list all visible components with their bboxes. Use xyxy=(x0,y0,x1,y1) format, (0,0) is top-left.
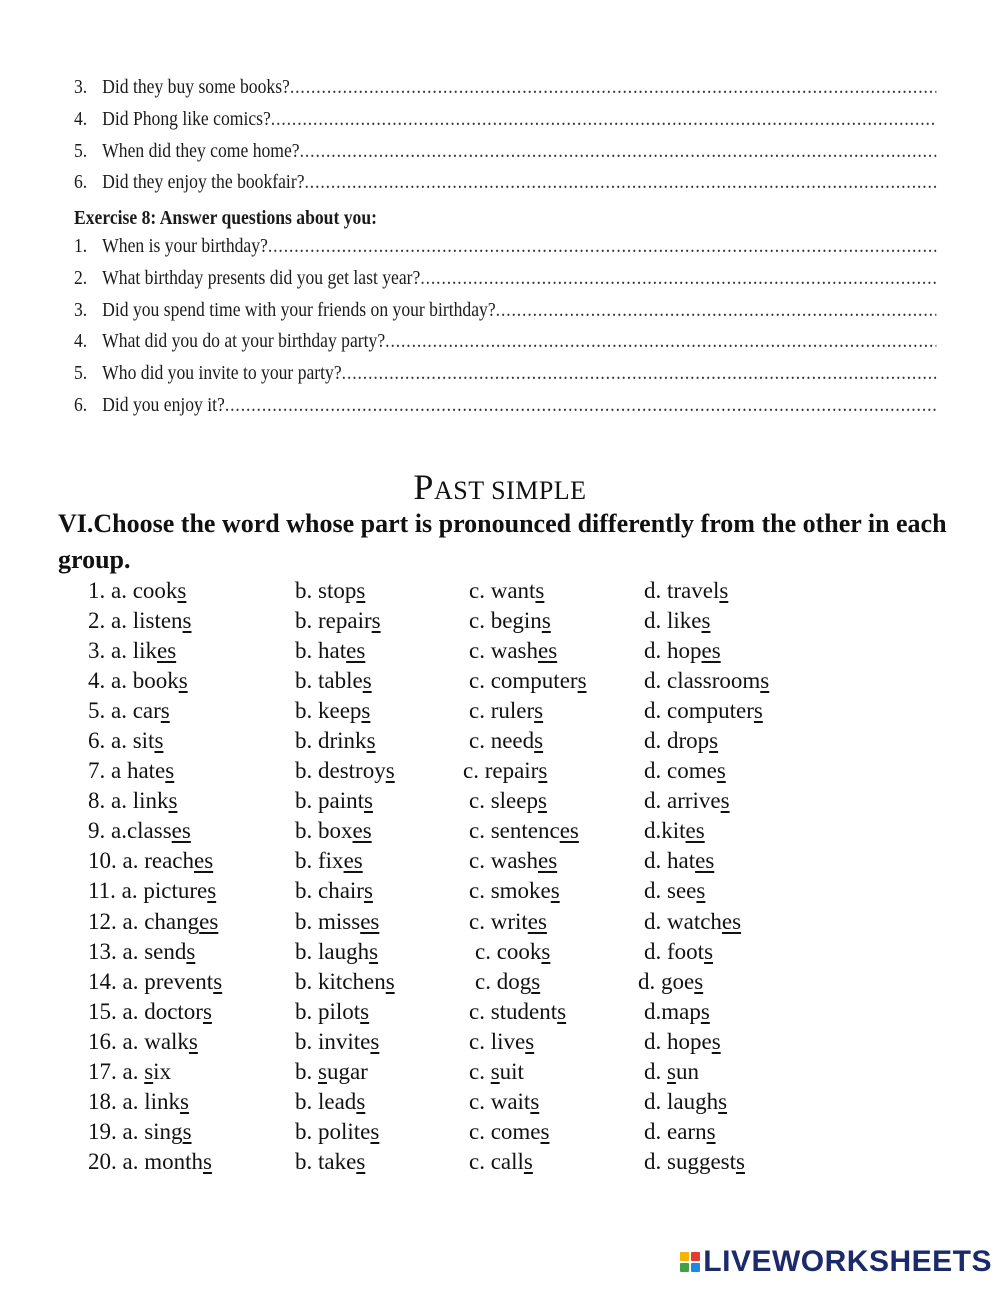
word-stem: 14. a. prevent xyxy=(88,968,214,994)
underlined-part: es xyxy=(352,818,372,844)
underlined-part: s xyxy=(213,968,223,994)
option-a xyxy=(88,1149,212,1175)
option-a xyxy=(88,668,188,694)
option-a xyxy=(88,1029,198,1055)
word-stem: d. foot xyxy=(644,938,705,964)
underlined-part: s xyxy=(182,608,192,634)
option-a xyxy=(88,758,174,784)
option-b xyxy=(295,668,372,694)
word-stem: b. stop xyxy=(295,578,357,603)
underlined-part: s xyxy=(700,998,710,1024)
word-stem: 9. a.class xyxy=(88,818,172,844)
option-b xyxy=(295,1149,365,1175)
option-a xyxy=(88,698,170,724)
underlined-part: s xyxy=(696,878,706,904)
word-stem: 7. a hate xyxy=(88,758,166,784)
option-a xyxy=(88,608,192,634)
option-c xyxy=(469,818,579,844)
option-a xyxy=(88,788,177,814)
option-b xyxy=(295,848,363,874)
underlined-part: s xyxy=(371,608,381,634)
underlined-part: es xyxy=(701,638,721,664)
word-rest: uit xyxy=(499,1058,524,1084)
word-stem: c. xyxy=(469,1058,491,1084)
answer-line[interactable] xyxy=(268,235,937,258)
logo-text: LIVEWORKSHEETS xyxy=(703,1245,992,1278)
option-b xyxy=(295,1029,379,1055)
word-stem: 6. a. sit xyxy=(88,728,155,754)
underlined-part: es xyxy=(721,908,742,934)
option-d xyxy=(644,1059,699,1085)
underlined-part: s xyxy=(541,608,551,634)
question-row xyxy=(74,330,936,362)
underlined-part: s xyxy=(364,788,373,814)
question-row xyxy=(74,267,936,299)
underlined-part: es xyxy=(157,638,177,664)
answer-line[interactable] xyxy=(271,108,937,131)
answer-line[interactable] xyxy=(290,76,937,99)
underlined-part: s xyxy=(716,758,726,784)
word-stem: c. wash xyxy=(469,848,538,874)
word-stem: d. classroom xyxy=(644,668,761,694)
underlined-part: s xyxy=(154,728,164,754)
option-a xyxy=(88,878,216,904)
question-row xyxy=(74,140,936,172)
question-number: 2. xyxy=(74,266,88,289)
option-a xyxy=(88,909,218,935)
underlined-part: s xyxy=(202,998,212,1024)
logo-square xyxy=(680,1263,689,1272)
logo-mark-icon xyxy=(680,1252,700,1272)
underlined-part: es xyxy=(685,818,705,844)
option-a xyxy=(88,1089,189,1115)
word-stem: b. box xyxy=(295,818,353,844)
option-d xyxy=(644,668,769,694)
underlined-part: s xyxy=(538,758,548,784)
underlined-part: es xyxy=(537,848,558,874)
logo-square xyxy=(691,1263,700,1272)
option-b xyxy=(295,969,395,995)
option-b xyxy=(295,909,379,935)
word-stem: b. repair xyxy=(295,608,372,634)
option-d xyxy=(644,578,728,604)
word-stem: c. writ xyxy=(469,908,528,934)
exercise-8-questions xyxy=(74,235,936,426)
underlined-part: es xyxy=(343,848,363,874)
underlined-part: s xyxy=(177,578,187,603)
underlined-part: s xyxy=(366,728,376,754)
underlined-part: s xyxy=(362,668,372,694)
word-stem: b. hat xyxy=(295,638,347,664)
word-stem: b. keep xyxy=(295,698,362,724)
logo-square xyxy=(691,1252,700,1261)
word-stem: c. need xyxy=(469,728,535,754)
word-stem: d. suggest xyxy=(644,1148,736,1174)
underlined-part: s xyxy=(523,1148,533,1174)
logo-square xyxy=(680,1252,689,1261)
underlined-part: s xyxy=(207,878,217,904)
question-number: 3. xyxy=(74,298,88,321)
underlined-part: s xyxy=(550,878,560,904)
word-stem: c. call xyxy=(469,1148,524,1174)
underlined-part: s xyxy=(718,1088,728,1114)
option-c xyxy=(469,909,547,935)
option-a xyxy=(88,848,213,874)
word-stem: c. want xyxy=(469,578,536,603)
option-a xyxy=(88,1059,171,1085)
word-stem: b. fix xyxy=(295,848,344,874)
word-stem: b. table xyxy=(295,668,363,694)
option-d xyxy=(644,698,763,724)
word-stem: c. ruler xyxy=(469,698,535,724)
underlined-part: s xyxy=(535,578,545,603)
question-number: 6. xyxy=(74,171,88,194)
option-a xyxy=(88,818,191,844)
question-number: 4. xyxy=(74,330,88,353)
answer-line[interactable] xyxy=(300,140,937,163)
option-c xyxy=(469,1149,533,1175)
word-stem: d. watch xyxy=(644,908,722,934)
question-text: Who did you invite to your party? xyxy=(102,362,342,385)
word-stem: d. arrive xyxy=(644,788,721,814)
option-b xyxy=(295,788,373,814)
option-c xyxy=(469,1119,549,1145)
question-number: 1. xyxy=(74,234,88,257)
exercise-vi-heading: VI.Choose the word whose part is pronounced differently from the other in each group. xyxy=(58,509,947,574)
word-stem: d. hop xyxy=(644,638,702,664)
underlined-part: s xyxy=(706,1118,716,1144)
option-d xyxy=(644,999,710,1025)
option-b xyxy=(295,608,381,634)
question-text: When did they come home? xyxy=(102,139,300,162)
option-c xyxy=(469,1029,534,1055)
underlined-part: s xyxy=(720,788,730,814)
word-stem: b. paint xyxy=(295,788,364,814)
option-b xyxy=(295,1059,368,1085)
underlined-part: s xyxy=(530,1088,540,1114)
underlined-part: s xyxy=(541,938,551,964)
option-b xyxy=(295,999,369,1025)
word-stem: b. take xyxy=(295,1148,357,1174)
word-stem: d. computer xyxy=(644,698,754,724)
underlined-part: s xyxy=(180,1088,189,1114)
word-stem: b. xyxy=(295,1058,318,1084)
word-stem: c. wait xyxy=(469,1088,531,1114)
word-stem: d. like xyxy=(644,608,702,634)
option-b xyxy=(295,758,395,784)
word-stem: c. cook xyxy=(475,938,542,964)
section-title-initial: P xyxy=(413,467,434,507)
underlined-part: es xyxy=(527,908,547,934)
underlined-part: s xyxy=(537,788,547,814)
answer-line[interactable] xyxy=(342,362,937,385)
word-stem: b. destroy xyxy=(295,758,386,784)
word-stem: b. miss xyxy=(295,908,361,934)
option-c xyxy=(475,969,540,995)
word-stem: d. goe xyxy=(638,968,695,994)
word-stem: b. kitchen xyxy=(295,968,386,994)
underlined-part: s xyxy=(385,758,395,784)
word-stem: b. chair xyxy=(295,878,364,904)
underlined-part: s xyxy=(709,728,719,754)
underlined-part: es xyxy=(360,908,380,934)
underlined-part: s xyxy=(182,1118,192,1144)
question-row xyxy=(74,108,936,140)
underlined-part: s xyxy=(534,728,544,754)
option-d xyxy=(644,878,705,904)
option-c xyxy=(469,638,557,664)
option-d xyxy=(644,758,726,784)
question-row xyxy=(74,299,936,331)
option-b xyxy=(295,578,365,604)
word-stem: 11. a. picture xyxy=(88,878,208,904)
underlined-part: es xyxy=(695,848,715,874)
option-a xyxy=(88,728,163,754)
option-d xyxy=(644,728,718,754)
underlined-part: s xyxy=(736,1148,745,1174)
question-number: 5. xyxy=(74,139,88,162)
underlined-part: s xyxy=(369,938,379,964)
option-c xyxy=(475,939,550,965)
underlined-part: s xyxy=(360,998,370,1024)
underlined-part: s xyxy=(719,578,729,603)
option-b xyxy=(295,818,372,844)
option-b xyxy=(295,1089,365,1115)
underlined-part: s xyxy=(144,1058,154,1084)
option-c xyxy=(469,878,560,904)
underlined-part: s xyxy=(711,1028,721,1054)
option-d xyxy=(644,818,705,844)
option-c xyxy=(469,1059,524,1085)
word-stem: c. sentenc xyxy=(469,818,560,844)
question-text: Did they buy some books? xyxy=(102,76,290,98)
underlined-part: s xyxy=(356,1148,366,1174)
option-c xyxy=(463,758,547,784)
underlined-part: s xyxy=(165,758,175,784)
word-stem: c. sleep xyxy=(469,788,538,814)
underlined-part: s xyxy=(370,1028,380,1054)
word-stem: c. repair xyxy=(463,758,539,784)
option-b xyxy=(295,939,378,965)
answer-line[interactable] xyxy=(420,267,936,290)
option-d xyxy=(638,969,703,995)
underlined-part: s xyxy=(186,938,196,964)
liveworksheets-logo xyxy=(680,1245,992,1279)
section-title-rest: AST SIMPLE xyxy=(433,476,587,505)
option-c xyxy=(469,608,551,634)
underlined-part: es xyxy=(194,848,214,874)
underlined-part: s xyxy=(540,1118,550,1144)
word-stem: b. lead xyxy=(295,1088,357,1114)
option-c xyxy=(469,728,543,754)
option-c xyxy=(469,999,566,1025)
question-text: What did you do at your birthday party? xyxy=(102,330,386,353)
word-stem: d. see xyxy=(644,878,697,904)
underlined-part: s xyxy=(704,938,714,964)
answer-line[interactable] xyxy=(225,394,937,417)
word-stem: d. hope xyxy=(644,1028,712,1054)
option-c xyxy=(469,848,557,874)
underlined-part: s xyxy=(525,1028,535,1054)
word-stem: 1. a. cook xyxy=(88,578,178,603)
option-c xyxy=(469,1089,539,1115)
option-a xyxy=(88,1119,192,1145)
underlined-part: s xyxy=(178,668,188,694)
word-stem: c. come xyxy=(469,1118,541,1144)
option-d xyxy=(644,909,741,935)
word-stem: c. wash xyxy=(469,638,538,664)
option-c xyxy=(469,698,543,724)
question-text: When is your birthday? xyxy=(102,234,268,257)
word-stem: c. begin xyxy=(469,608,542,634)
word-stem: b. drink xyxy=(295,728,367,754)
option-b xyxy=(295,1119,379,1145)
question-row xyxy=(74,76,936,108)
word-stem: c. smoke xyxy=(469,878,551,904)
option-b xyxy=(295,638,365,664)
question-text: Did you enjoy it? xyxy=(102,393,225,416)
underlined-part: es xyxy=(537,638,558,664)
word-rest: un xyxy=(675,1058,699,1084)
word-stem: d.map xyxy=(644,998,701,1024)
question-number: 3. xyxy=(74,76,88,98)
option-c xyxy=(469,578,544,604)
option-b xyxy=(295,728,376,754)
option-a xyxy=(88,969,222,995)
underlined-part: s xyxy=(361,698,371,724)
word-stem: d. hat xyxy=(644,848,696,874)
word-stem: b. pilot xyxy=(295,998,361,1024)
underlined-part: s xyxy=(188,1028,198,1054)
underlined-part: s xyxy=(577,668,587,694)
scanned-exercise-block xyxy=(74,76,833,426)
question-text: Did they enjoy the bookfair? xyxy=(102,171,305,194)
word-stem: 19. a. sing xyxy=(88,1118,183,1144)
underlined-part: s xyxy=(490,1058,500,1084)
question-row xyxy=(74,362,936,394)
word-stem: 4. a. book xyxy=(88,668,179,694)
word-stem: 16. a. walk xyxy=(88,1028,189,1054)
word-stem: 18. a. link xyxy=(88,1088,180,1114)
option-a xyxy=(88,578,186,604)
word-stem: c. dog xyxy=(475,968,532,994)
underlined-part: s xyxy=(667,1058,676,1084)
question-number: 6. xyxy=(74,393,88,416)
answer-line[interactable] xyxy=(305,171,937,194)
option-a xyxy=(88,638,176,664)
underlined-part: es xyxy=(199,908,219,934)
underlined-part: s xyxy=(701,608,711,634)
word-stem: 12. a. chang xyxy=(88,908,200,934)
section-title xyxy=(0,466,1000,508)
underlined-part: s xyxy=(760,668,770,694)
answer-line[interactable] xyxy=(385,330,936,353)
word-stem: 2. a. listen xyxy=(88,608,183,634)
option-c xyxy=(469,788,547,814)
option-d xyxy=(644,939,713,965)
underlined-part: s xyxy=(370,1118,380,1144)
word-stem: d. earn xyxy=(644,1118,707,1144)
word-stem: d. travel xyxy=(644,578,720,603)
answer-line[interactable] xyxy=(496,299,937,322)
word-stem: d. drop xyxy=(644,728,710,754)
underlined-part: s xyxy=(160,698,170,724)
question-number: 4. xyxy=(74,107,88,130)
word-stem: 8. a. link xyxy=(88,788,169,814)
exercise-7-questions xyxy=(74,76,936,203)
question-row xyxy=(74,235,936,267)
underlined-part: s xyxy=(363,878,373,904)
word-stem: d. laugh xyxy=(644,1088,719,1114)
option-b xyxy=(295,698,370,724)
word-stem: 13. a. send xyxy=(88,938,187,964)
word-stem: d. come xyxy=(644,758,717,784)
option-d xyxy=(644,1119,716,1145)
underlined-part: s xyxy=(356,578,366,603)
word-stem: c. live xyxy=(469,1028,526,1054)
word-stem: 3. a. lik xyxy=(88,638,157,664)
word-stem: 15. a. doctor xyxy=(88,998,203,1024)
question-text: Did you spend time with your friends on your birthday? xyxy=(102,298,496,321)
underlined-part: s xyxy=(557,998,567,1024)
word-stem: c. computer xyxy=(469,668,578,694)
question-text: What birthday presents did you get last year? xyxy=(102,266,421,289)
option-b xyxy=(295,878,373,904)
underlined-part: s xyxy=(385,968,395,994)
word-stem: c. student xyxy=(469,998,558,1024)
underlined-part: s xyxy=(531,968,541,994)
question-row xyxy=(74,394,936,426)
word-stem: b. invite xyxy=(295,1028,371,1054)
underlined-part: s xyxy=(356,1088,366,1114)
underlined-part: s xyxy=(203,1148,212,1174)
option-a xyxy=(88,939,195,965)
question-number: 5. xyxy=(74,362,88,385)
question-row xyxy=(74,171,936,203)
word-stem: d. xyxy=(644,1058,667,1084)
underlined-part: s xyxy=(534,698,544,724)
option-a xyxy=(88,999,212,1025)
exercise-8-title: Exercise 8: Answer questions about you: xyxy=(74,207,377,230)
question-text: Did Phong like comics? xyxy=(102,107,271,130)
option-d xyxy=(644,608,710,634)
option-d xyxy=(644,1029,721,1055)
option-d xyxy=(644,638,721,664)
option-d xyxy=(644,788,730,814)
word-rest: ugar xyxy=(326,1058,368,1084)
word-stem: 20. a. month xyxy=(88,1148,203,1174)
word-stem: 10. a. reach xyxy=(88,848,194,874)
underlined-part: es xyxy=(171,818,191,844)
word-rest: ix xyxy=(153,1058,172,1084)
word-stem: d.kit xyxy=(644,818,686,844)
word-stem: 5. a. car xyxy=(88,698,161,724)
word-stem: 17. a. xyxy=(88,1058,145,1084)
underlined-part: s xyxy=(168,788,178,814)
underlined-part: es xyxy=(559,818,579,844)
option-d xyxy=(644,848,714,874)
option-c xyxy=(469,668,587,694)
underlined-part: es xyxy=(346,638,366,664)
underlined-part: s xyxy=(694,968,704,994)
underlined-part: s xyxy=(753,698,763,724)
option-d xyxy=(644,1089,727,1115)
underlined-part: s xyxy=(318,1058,327,1084)
word-stem: b. polite xyxy=(295,1118,371,1144)
option-d xyxy=(644,1149,745,1175)
word-stem: b. laugh xyxy=(295,938,370,964)
